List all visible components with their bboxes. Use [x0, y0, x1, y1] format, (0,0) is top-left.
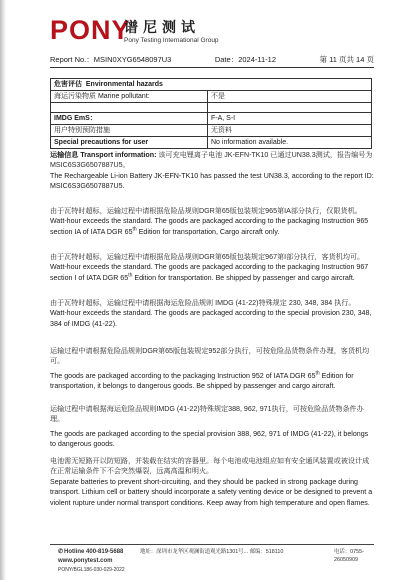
row-label: IMDG EmS： [51, 113, 208, 125]
row-value: 不是 [208, 91, 372, 103]
transport-heading-paragraph: 运输信息 Transport information: 该可充电锂离子电池 JK-EFN-TK10 已通过UN38.3测试，报告编号为MSIC6S3G6507887U5。 [50, 151, 373, 170]
paragraph-967: 由于瓦特时超标，运输过程中请根据危险品规则DGR第65版包装规定967第I部分执行，客货机均可。 Watt-hour exceeds the standard. The goods are packaged according to the packaging Instruction 967 section I of IATA DGR 65th Edition for transportation. Be shipped by passenger and cargo aircraft. [50, 252, 374, 283]
report-number: Report No.：MSIN0XYG6548097U3 [50, 55, 172, 64]
row-value: No information available. [208, 137, 372, 149]
footer-telephone: 电话：0755-26050909 [334, 549, 364, 563]
paragraph-965-en: Watt-hour exceeds the standard. The goods are packaged according to the packaging Instruction 965 section IA of IATA DGR 65th Edition for transportation, Cargo aircraft only. [50, 217, 369, 236]
environmental-hazards-table [50, 78, 372, 149]
footer-rule [50, 544, 374, 545]
pony-logo-wordmark: PONY [50, 15, 131, 45]
table-row [51, 125, 372, 137]
hotline: ✆Hotline 400-819-5688 [58, 549, 124, 555]
company-name-en: Pony Testing International Group [124, 37, 219, 44]
website: www.ponytest.com [58, 558, 113, 564]
paragraph-952: 运输过程中请根据危险品规则DGR第65版包装规定952部分执行，可按危险品货物条件办理，客货机均可。 The goods are packaged according to the packaging Instruction 952 of IATA DGR 65th Edition for transportation, it belongs to dangerous goods. Be shipped by passenger and cargo aircraft. [50, 346, 374, 392]
transport-heading: 运输信息 Transport information: [50, 151, 157, 159]
table-row [51, 113, 372, 125]
row-label: 海运污染物质 Marine pollutant: [51, 91, 208, 103]
phone-icon: ✆ [58, 549, 64, 555]
paragraph-imdg-230: 由于瓦特时超标，运输过程中请根据海运危险品规则 IMDG (41-22)特殊规定 230, 348, 384 执行。 Watt-hour exceeds the standard. The goods are packaged according to the special provision 230, 348, 384 of IMDG (41-22). [50, 299, 372, 328]
row-label: Special precautions for user [51, 137, 208, 149]
hazards-title: 危害评估 Environmental hazards [51, 79, 372, 91]
paragraph-967-en: Watt-hour exceeds the standard. The goods are packaged according to the packaging Instruction 967 section I of IATA DGR 65th Edition for transportation. Be shipped by passenger and cargo aircraft. [50, 263, 369, 282]
table-row [51, 91, 372, 103]
footer-address: 地址：深圳市龙华区观澜街道观光路1301号... 邮编：518110 [140, 549, 284, 555]
report-date: Date：2024-11-12 [214, 55, 276, 64]
row-value: F-A, S-I [208, 113, 372, 125]
row-value: 无资料 [208, 125, 372, 137]
table-row [51, 137, 372, 149]
header-rule [50, 67, 374, 68]
row-value [208, 103, 372, 113]
report-header-line [50, 56, 374, 64]
transport-intro [50, 150, 374, 192]
company-name-cn: 谱尼测试 [124, 19, 200, 35]
table-row [51, 103, 372, 113]
row-label: 用户特别预防措施 [51, 125, 208, 137]
paragraph-952-en: The goods are packaged according to the packaging Instruction 952 of IATA DGR 65th Edition for transportation, it belongs to dangerous goods. Be shipped by passenger and cargo aircraft. [50, 370, 354, 391]
document-number: PONY/BGL186-030-029-2022 [58, 567, 125, 573]
row-label [51, 103, 208, 113]
paragraph-imdg-388: 运输过程中请根据海运危险品规则IMDG (41-22)特殊规定388, 962, 971执行，可按危险品货物条件办理。 The goods are packaged according to the special provision 388, 962, 971 of IMDG (41-22), it belongs to dangerous goods. [50, 405, 369, 449]
table-header-row [51, 79, 372, 91]
paragraph-separation: 电池需无短路开以防短路，并装载在结实的容器里。每个电池或电池组应如有安全通风装置或被设计成在正常运输条件下不会突然爆裂，远离高温和明火。 Separate batteries to prevent short-circuiting, and they should be packed in strong package during transport. Lithium cell or battery should incorporate a safety venting device or be designed to prevent a violent rupture under normal transport conditions. Keep away from high temperature and open flames. [50, 457, 373, 507]
transport-intro-en: The Rechargeable Li-ion Battery JK-EFN-TK10 has passed the test UN38.3, according to the report ID: MSIC6S3G6507887U5. [50, 171, 374, 191]
paragraph-965: 由于瓦特时超标，运输过程中请根据危险品规则DGR第65版包装规定965第IA部分执行，仅限货机。 Watt-hour exceeds the standard. The goods are packaged according to the packaging Instruction 965 section IA of IATA DGR 65th Edition for transportation, Cargo aircraft only. [50, 206, 374, 237]
page-number: 第 11 页共 14 页 [319, 55, 374, 64]
